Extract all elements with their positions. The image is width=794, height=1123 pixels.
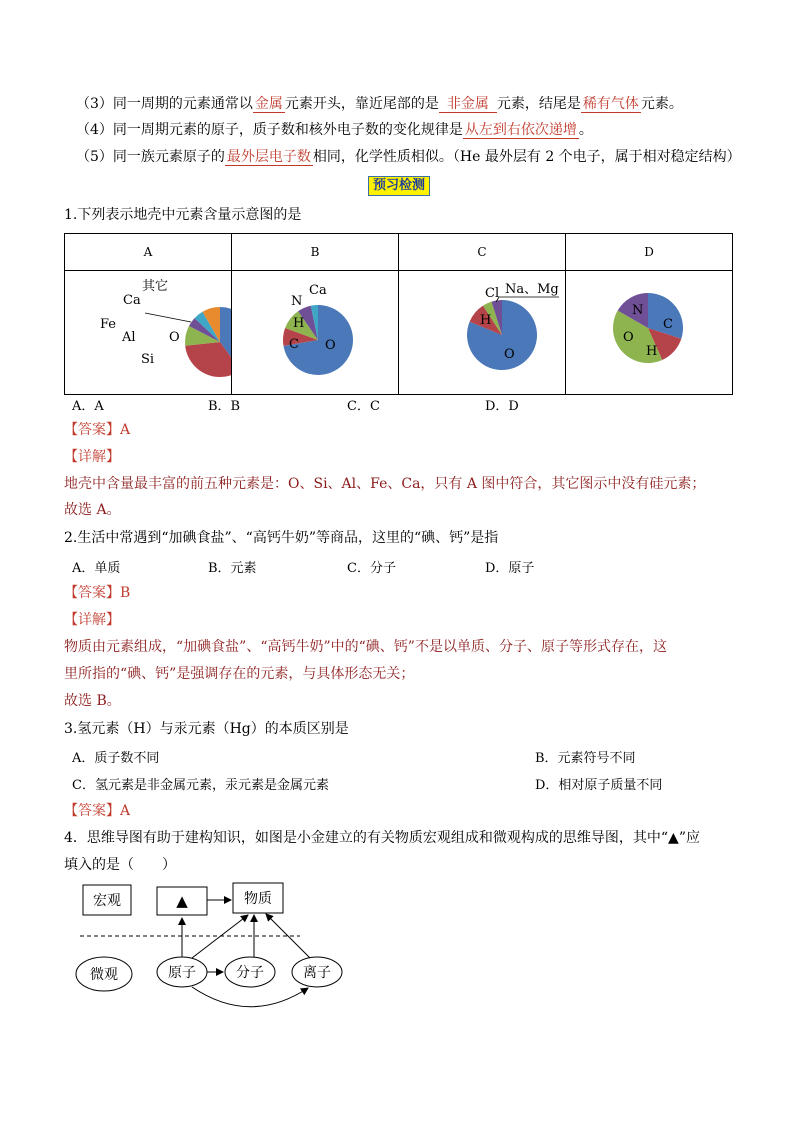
q2-detail-line-1: 物质由元素组成，“加碘食盐”、“高钙牛奶”中的“碘、钙”不是以单质、分子、原子等形式存在，这: [64, 639, 667, 655]
q1-option-table: [64, 233, 733, 395]
header-c: C: [399, 234, 566, 271]
pie-chart-b: [232, 271, 398, 391]
q1-answer: 【答案】A: [64, 422, 131, 438]
blank-nonmetal: 非金属: [439, 96, 497, 113]
pie-a-label-o: O: [169, 330, 180, 345]
pie-d-label-n: N: [632, 303, 644, 318]
q2-answer: 【答案】B: [64, 585, 131, 601]
pie-c-label-namg: Na、Mg: [505, 282, 559, 297]
q1-detail: 地壳中含量最丰富的前五种元素是：O、Si、Al、Fe、Ca，只有 A 图中符合，其它图示中没有硅元素；: [64, 476, 706, 492]
pie-cell-b: [232, 271, 399, 395]
pie-d-label-c: C: [663, 317, 673, 332]
q4-stem-line-1: 4．思维导图有助于建构知识，如图是小金建立的有关物质宏观组成和微观构成的思维导图，其中“▲”应: [64, 830, 700, 846]
q3-option-a[interactable]: A．质子数不同: [72, 751, 160, 766]
q4-mind-map: [70, 878, 370, 1028]
q1-option-c[interactable]: C．C: [347, 399, 380, 414]
pie-chart-c: [399, 271, 565, 391]
blank-metal: 金属: [254, 96, 283, 112]
q2-detail-line-2: 里所指的“碘、钙”是强调存在的元素，与具体形态无关；: [64, 666, 415, 682]
q1-option-b[interactable]: B．B: [208, 399, 241, 414]
q1-option-a[interactable]: A．A: [72, 399, 104, 414]
q3-option-d[interactable]: D．相对原子质量不同: [535, 778, 663, 793]
label-ion: 离子: [303, 965, 331, 981]
q2-option-b[interactable]: B．元素: [208, 561, 257, 576]
header-a: A: [65, 234, 232, 271]
q3-option-c[interactable]: C．氢元素是非金属元素，汞元素是金属元素: [72, 778, 329, 793]
q1-stem: 1.下列表示地壳中元素含量示意图的是: [64, 207, 302, 223]
label-micro: 微观: [90, 967, 118, 983]
pie-b-label-c: C: [289, 337, 299, 352]
pie-c-label-o: O: [504, 347, 515, 362]
q3-answer: 【答案】A: [64, 803, 131, 819]
pie-d-label-h: H: [646, 344, 658, 359]
q4-stem-line-2: 填入的是（ ）: [64, 857, 176, 873]
pie-cell-a: [65, 271, 232, 395]
pie-chart-d: [566, 271, 732, 391]
intro-line-4: （4）同一周期元素的原子，质子数和核外电子数的变化规律是 从左到右依次递增 。: [76, 122, 593, 138]
section-badge: 预习检测: [368, 176, 430, 196]
label-blank: ▲: [176, 892, 188, 910]
pie-c-label-h: H: [480, 313, 492, 328]
pie-a-label-ca: Ca: [123, 293, 141, 308]
intro-line-5: （5）同一族元素原子的 最外层电子数 相同，化学性质相似。（He 最外层有 2 个电子，属于相对稳定结构）: [76, 149, 741, 165]
blank-outer-electrons: 最外层电子数: [226, 149, 311, 165]
blank-trend: 从左到右依次递增: [464, 122, 577, 138]
header-b: B: [232, 234, 399, 271]
blank-noble-gas: 稀有气体: [582, 96, 639, 112]
pie-a-label-al: Al: [122, 330, 136, 345]
q3-option-b[interactable]: B．元素符号不同: [535, 751, 636, 766]
pie-c-label-cl: Cl: [485, 286, 500, 301]
q2-option-c[interactable]: C．分子: [347, 561, 396, 576]
pie-b-label-n: N: [291, 294, 303, 309]
pie-d-label-o: O: [623, 330, 634, 345]
pie-b-label-o: O: [325, 338, 336, 353]
q2-detail-label: 【详解】: [64, 612, 120, 628]
pie-b-label-ca: Ca: [309, 283, 327, 298]
q1-option-d[interactable]: D．D: [485, 399, 519, 414]
q2-option-a[interactable]: A．单质: [72, 561, 121, 576]
q2-conclusion: 故选 B。: [64, 693, 121, 709]
q1-conclusion: 故选 A。: [64, 502, 121, 518]
pie-a-label-other: 其它: [142, 279, 169, 294]
label-atom: 原子: [168, 965, 196, 981]
pie-a-label-fe: Fe: [100, 317, 117, 332]
label-molecule: 分子: [236, 965, 264, 981]
q1-detail-label: 【详解】: [64, 449, 120, 465]
label-matter: 物质: [244, 891, 272, 907]
intro-line-3: （3）同一周期的元素通常以 金属 元素开头，靠近尾部的是 非金属 元素，结尾是 稀有气体 元素。: [76, 96, 683, 112]
label-macro: 宏观: [93, 893, 121, 909]
pie-cell-c: [399, 271, 566, 395]
q2-option-d[interactable]: D．原子: [485, 561, 535, 576]
header-d: D: [566, 234, 733, 271]
pie-b-label-h: H: [293, 316, 305, 331]
pie-cell-d: [566, 271, 733, 395]
pie-chart-a: [65, 271, 231, 391]
q2-stem: 2.生活中常遇到“加碘食盐”、“高钙牛奶”等商品，这里的“碘、钙”是指: [64, 530, 499, 546]
q3-stem: 3.氢元素（H）与汞元素（Hg）的本质区别是: [64, 721, 349, 737]
pie-a-label-si: Si: [141, 352, 155, 367]
